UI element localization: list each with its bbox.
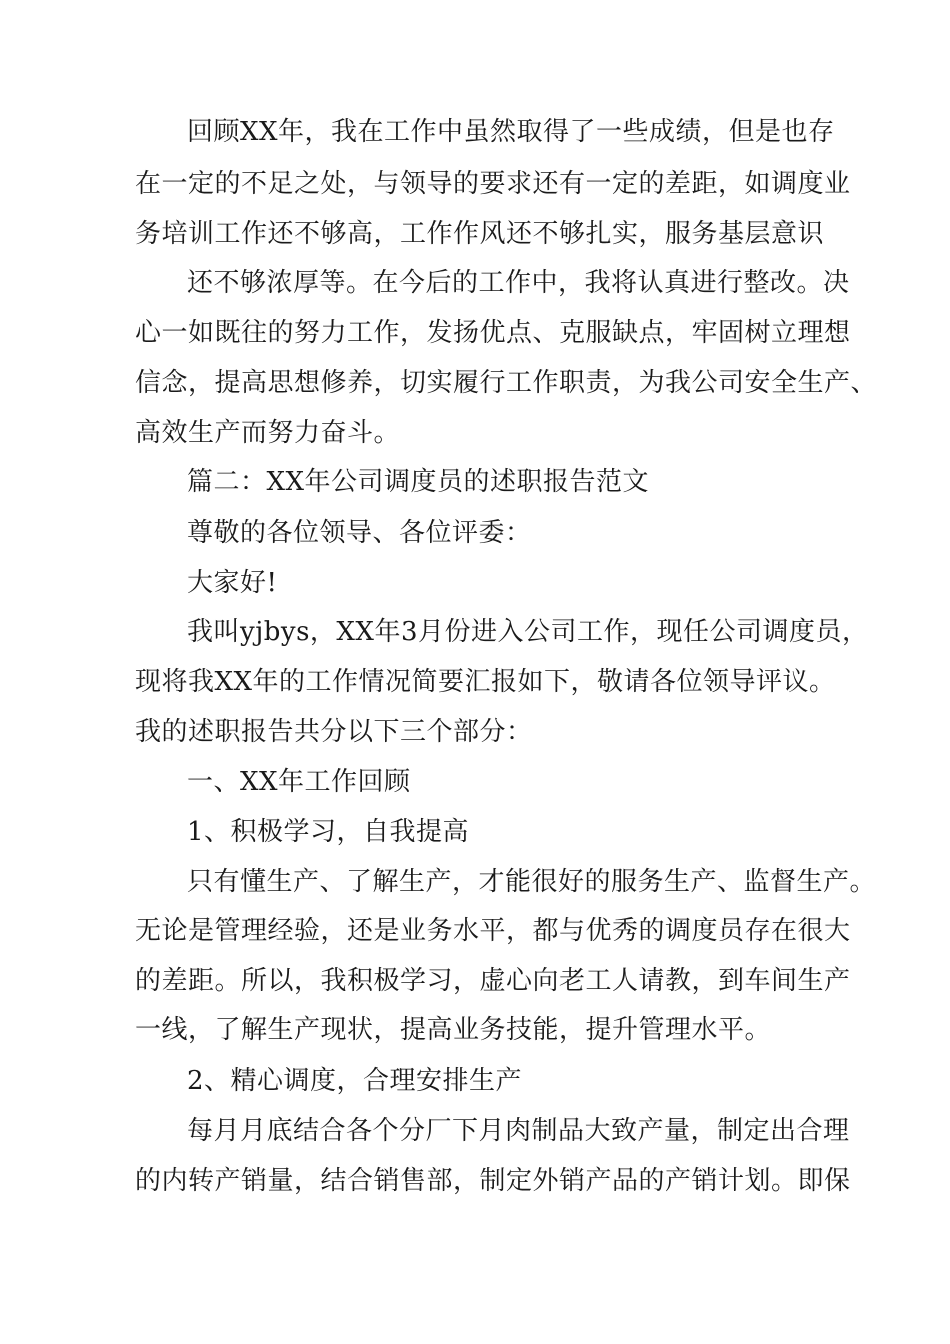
subsection-heading: 1、积极学习，自我提高 bbox=[187, 817, 470, 847]
text-line: 的内转产销量，结合销售部，制定外销产品的产销计划。即保 bbox=[135, 1166, 851, 1196]
text-line: 信念，提高思想修养，切实履行工作职责，为我公司安全生产、 bbox=[135, 368, 878, 398]
text-line: 回顾XX年，我在工作中虽然取得了一些成绩，但是也存 bbox=[187, 117, 835, 147]
text-line: 只有懂生产、了解生产，才能很好的服务生产、监督生产。 bbox=[187, 867, 877, 897]
section-heading: 一、XX年工作回顾 bbox=[187, 767, 411, 797]
text-line: 每月月底结合各个分厂下月肉制品大致产量，制定出合理 bbox=[187, 1116, 850, 1146]
text-line: 无论是管理经验，还是业务水平，都与优秀的调度员存在很大 bbox=[135, 916, 851, 946]
text-line: 现将我XX年的工作情况简要汇报如下，敬请各位领导评议。 bbox=[135, 667, 836, 697]
text-line: 还不够浓厚等。在今后的工作中，我将认真进行整改。决 bbox=[187, 268, 850, 298]
salutation: 尊敬的各位领导、各位评委： bbox=[187, 518, 532, 548]
text-line: 的差距。所以，我积极学习，虚心向老工人请教，到车间生产 bbox=[135, 966, 851, 996]
text-line: 务培训工作还不够高，工作作风还不够扎实，服务基层意识 bbox=[135, 219, 825, 249]
text-line: 在一定的不足之处，与领导的要求还有一定的差距，如调度业 bbox=[135, 169, 851, 199]
text-line: 高效生产而努力奋斗。 bbox=[135, 418, 401, 448]
text-line: 一线，了解生产现状，提高业务技能，提升管理水平。 bbox=[135, 1015, 772, 1045]
text-line: 我叫yjbys，XX年3月份进入公司工作，现任公司调度员， bbox=[187, 617, 869, 647]
greeting: 大家好! bbox=[187, 568, 278, 598]
text-line: 心一如既往的努力工作，发扬优点、克服缺点，牢固树立理想 bbox=[135, 318, 851, 348]
subsection-heading: 2、精心调度，合理安排生产 bbox=[187, 1066, 523, 1096]
section-heading: 篇二：XX年公司调度员的述职报告范文 bbox=[187, 467, 650, 497]
text-line: 我的述职报告共分以下三个部分： bbox=[135, 717, 533, 747]
